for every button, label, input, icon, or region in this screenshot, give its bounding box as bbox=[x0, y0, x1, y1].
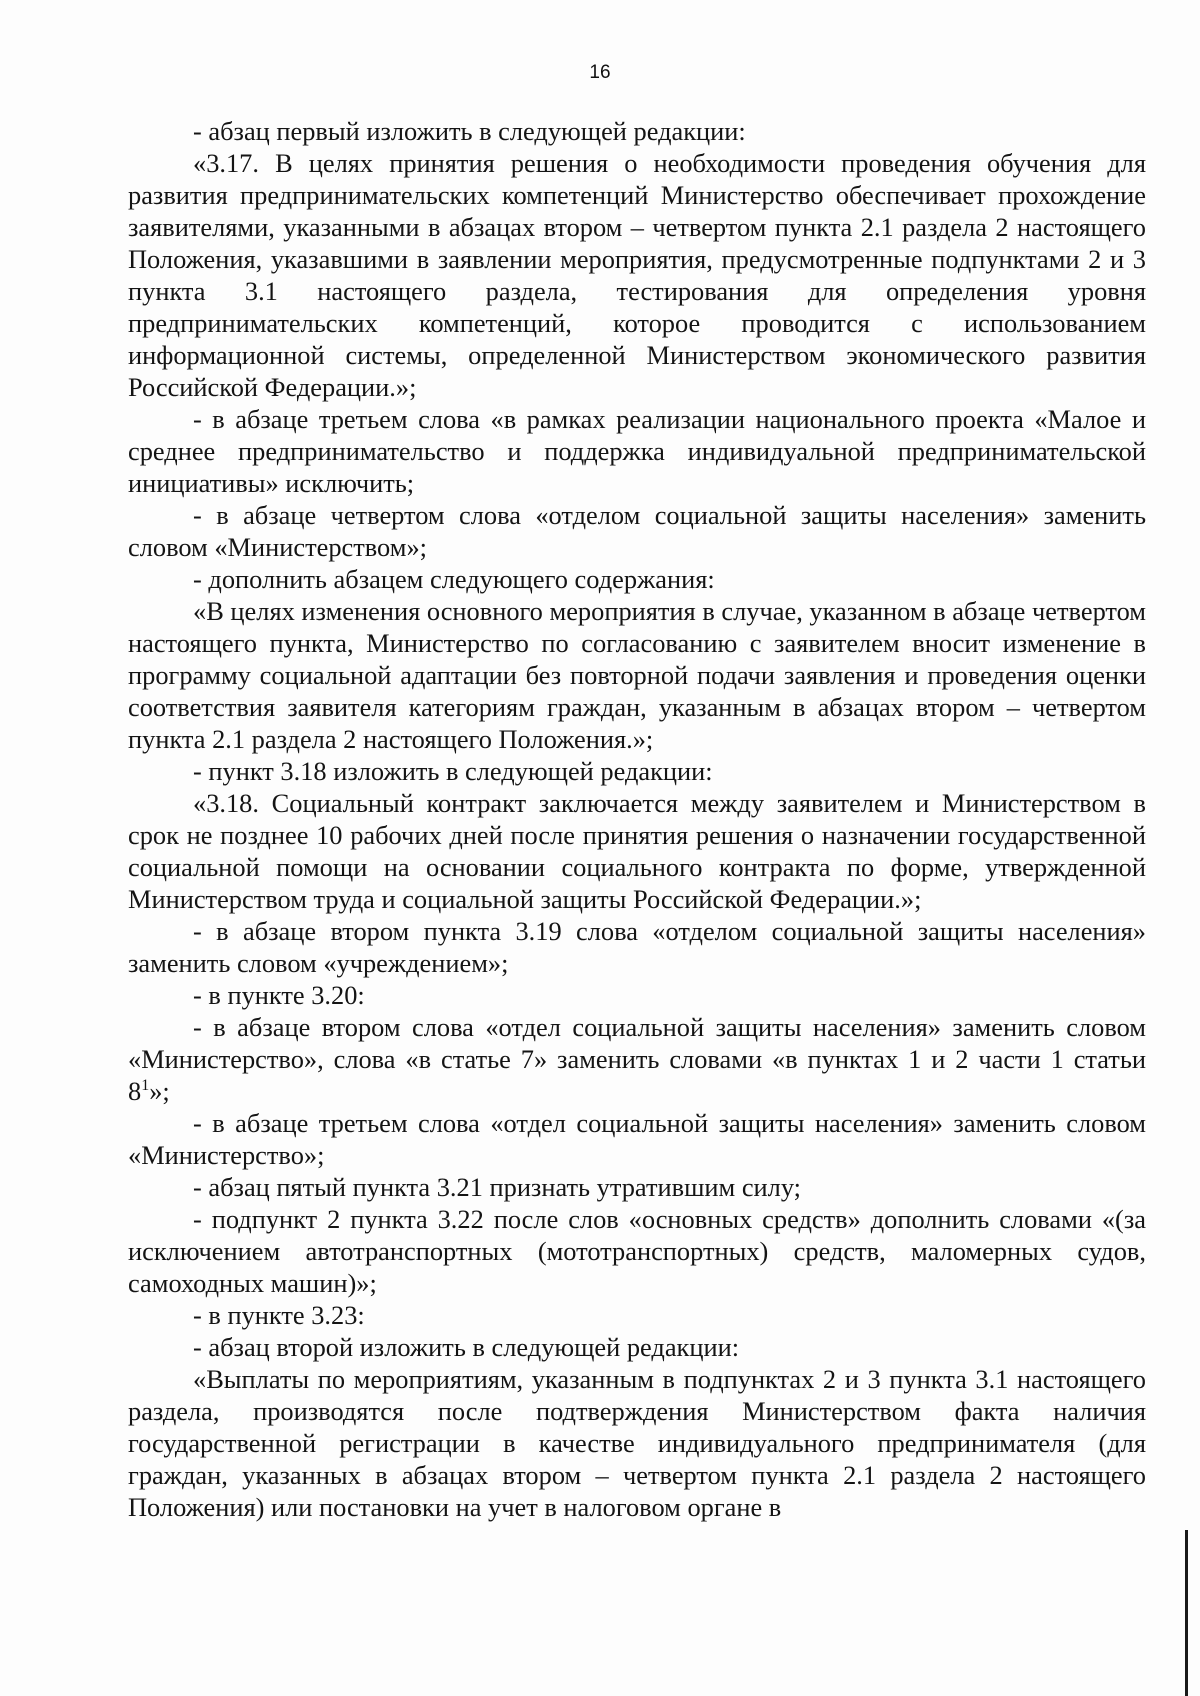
paragraph: - в пункте 3.23: bbox=[193, 1300, 365, 1330]
document-body bbox=[128, 115, 1146, 1523]
page-number: 16 bbox=[589, 62, 611, 83]
paragraph: «В целях изменения основного мероприятия в случае, указанном в абзаце четвертом настоящего пункта, Министерство по согласованию с заявителем вносит изменение в программу социальной адаптации без повторной подачи заявления и проведения оценки соответствия заявителя категориям граждан, указанным в абзацах втором – четвертом пункта 2.1 раздела 2 настоящего Положения.»; bbox=[128, 596, 1146, 754]
paragraph: - абзац первый изложить в следующей редакции: bbox=[193, 116, 746, 146]
paragraph: «3.17. В целях принятия решения о необходимости проведения обучения для развития предпринимательских компетенций Министерство обеспечивает прохождение заявителями, указанными в абзацах втором – четвертом пункта 2.1 раздела 2 настоящего Положения, указавшими в заявлении мероприятия, предусмотренные подпунктами 2 и 3 пункта 3.1 настоящего раздела, тестирования для определения уровня предпринимательских компетенций, которое проводится с использованием информационной системы, определенной Министерством экономического развития Российской Федерации.»; bbox=[128, 148, 1146, 402]
paragraph: - в абзаце третьем слова «в рамках реализации национального проекта «Малое и среднее предпринимательство и поддержка индивидуальной предпринимательской инициативы» исключить; bbox=[128, 404, 1146, 498]
paragraph bbox=[128, 1011, 1146, 1107]
paragraph: - пункт 3.18 изложить в следующей редакции: bbox=[193, 756, 713, 786]
paragraph: - подпункт 2 пункта 3.22 после слов «основных средств» дополнить словами «(за исключением автотранспортных (мототранспортных) средств, маломерных судов, самоходных машин)»; bbox=[128, 1204, 1146, 1298]
paragraph: - абзац второй изложить в следующей редакции: bbox=[193, 1332, 740, 1362]
paragraph: - в абзаце втором пункта 3.19 слова «отделом социальной защиты населения» заменить словом «учреждением»; bbox=[128, 916, 1146, 978]
paragraph: «3.18. Социальный контракт заключается между заявителем и Министерством в срок не позднее 10 рабочих дней после принятия решения о назначении государственной социальной помощи на основании социального контракта по форме, утвержденной Министерством труда и социальной защиты Российской Федерации.»; bbox=[128, 788, 1146, 914]
paragraph-text: - в абзаце втором слова «отдел социальной защиты населения» заменить словом «Министерство», слова «в статье 7» заменить словами «в пунктах 1 и 2 части 1 статьи 8 bbox=[128, 1012, 1146, 1106]
paragraph-text: »; bbox=[149, 1076, 170, 1106]
page-edge-shadow bbox=[1185, 1530, 1188, 1696]
paragraph: - в абзаце четвертом слова «отделом социальной защиты населения» заменить словом «Министерством»; bbox=[128, 500, 1146, 562]
paragraph: - дополнить абзацем следующего содержания: bbox=[193, 564, 715, 594]
superscript: 1 bbox=[141, 1077, 150, 1095]
paragraph: - абзац пятый пункта 3.21 признать утратившим силу; bbox=[193, 1172, 802, 1202]
paragraph: - в пункте 3.20: bbox=[193, 980, 365, 1010]
paragraph: «Выплаты по мероприятиям, указанным в подпунктах 2 и 3 пункта 3.1 настоящего раздела, производятся после подтверждения Министерством факта наличия государственной регистрации в качестве индивидуального предпринимателя (для граждан, указанных в абзацах втором – четвертом пункта 2.1 раздела 2 настоящего Положения) или постановки на учет в налоговом органе в bbox=[128, 1364, 1146, 1522]
paragraph: - в абзаце третьем слова «отдел социальной защиты населения» заменить словом «Министерство»; bbox=[128, 1108, 1146, 1170]
